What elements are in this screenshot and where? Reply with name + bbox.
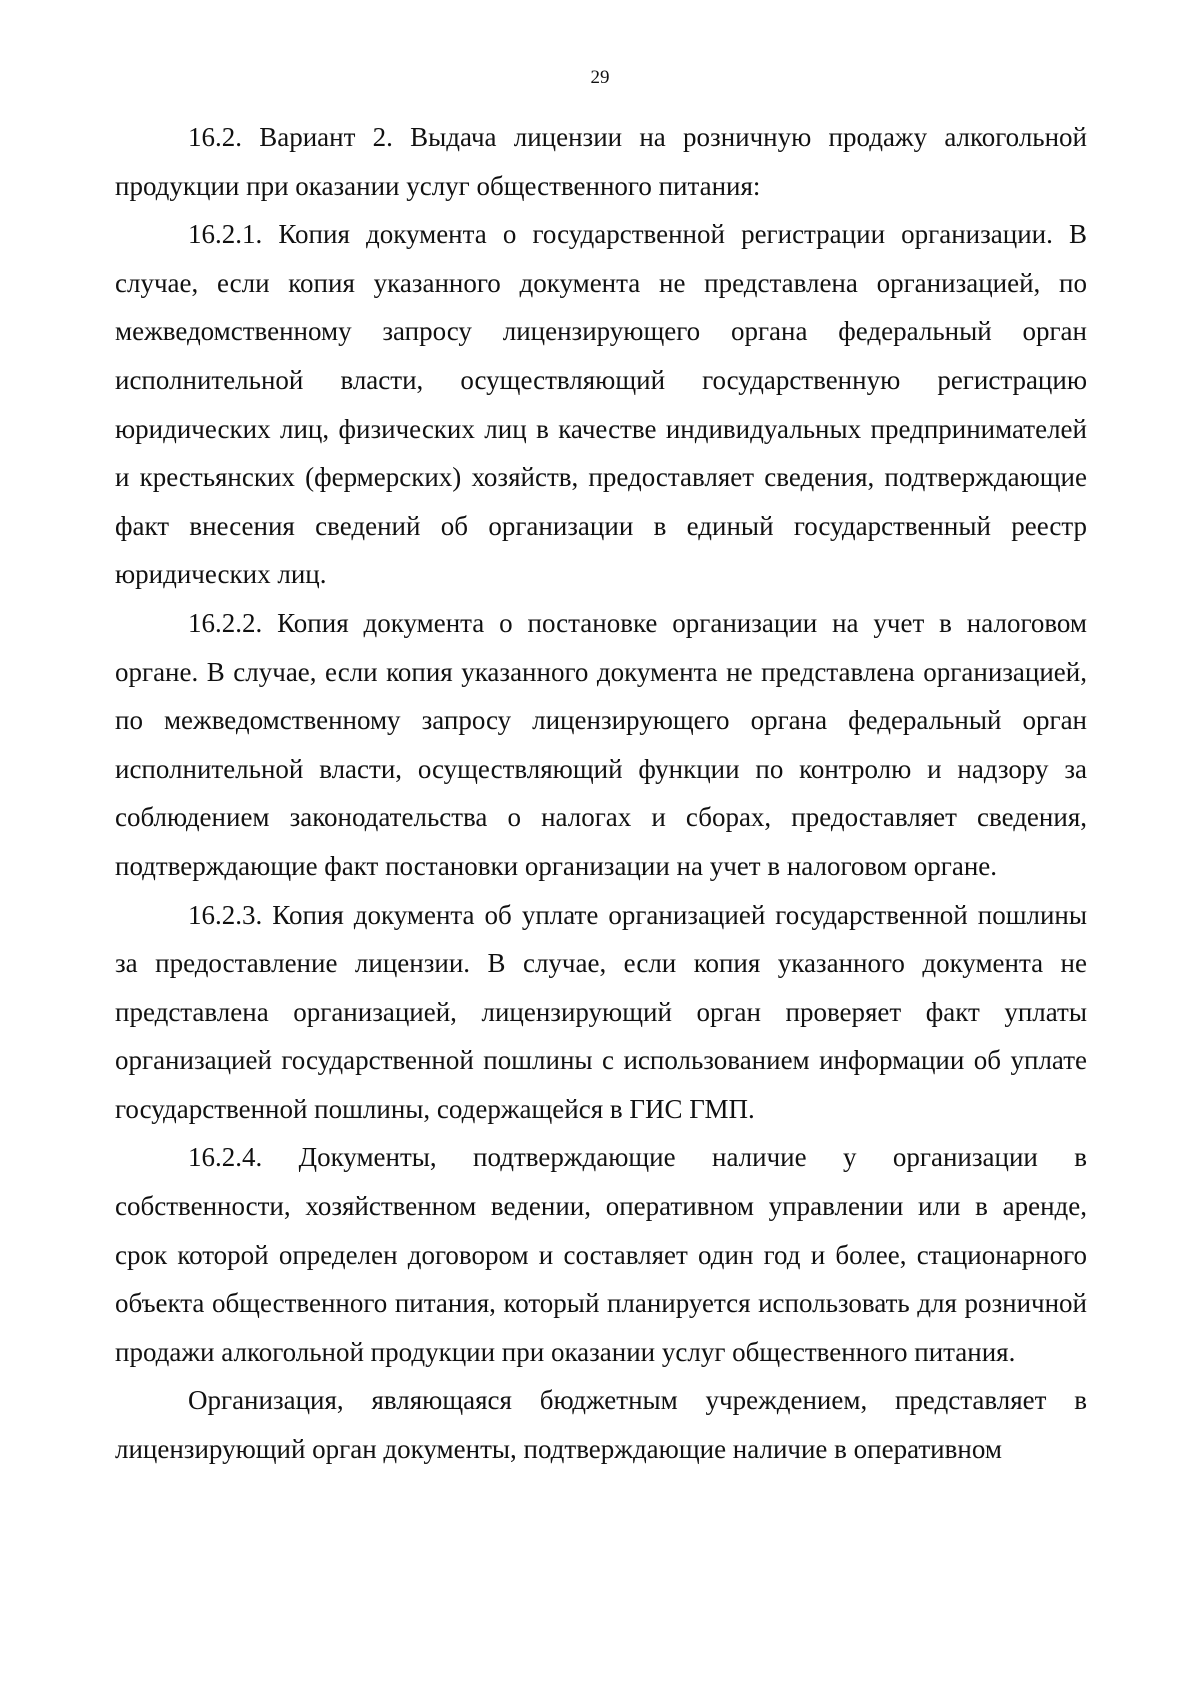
paragraph-budget-institution: Организация, являющаяся бюджетным учреждением, представляет в лицензирующий орган документы, подтверждающие наличие в оперативном — [115, 1385, 1087, 1465]
paragraph-16-2-2: 16.2.2. Копия документа о постановке организации на учет в налоговом органе. В случае, если копия указанного документа не представлена организацией, по межведомственному запросу лицензирующего органа федеральный орган исполнительной власти, осуществляющий функции по контролю и надзору за соблюдением законодательства о налогах и сборах, предоставляет сведения, подтверждающие факт постановки организации на учет в налоговом органе. — [115, 607, 1087, 881]
paragraph-16-2-1: 16.2.1. Копия документа о государственной регистрации организации. В случае, если копия указанного документа не представлена организацией, по межведомственному запросу лицензирующего органа федеральный орган исполнительной власти, осуществляющий государственную регистрацию юридических лиц, физических лиц в качестве индивидуальных предпринимателей и крестьянских (фермерских) хозяйств, предоставляет сведения, подтверждающие факт внесения сведений об организации в единый государственный реестр юридических лиц. — [115, 219, 1087, 590]
paragraph-16-2-4: 16.2.4. Документы, подтверждающие наличие у организации в собственности, хозяйственном ведении, оперативном управлении или в аренде, срок которой определен договором и составляет один год и более, стационарного объекта общественного питания, который планируется использовать для розничной продажи алкогольной продукции при оказании услуг общественного питания. — [115, 1142, 1087, 1367]
paragraph-16-2-heading: 16.2. Вариант 2. Выдача лицензии на розничную продажу алкогольной продукции при оказании услуг общественного питания: — [115, 122, 1087, 201]
paragraph-16-2-3: 16.2.3. Копия документа об уплате организацией государственной пошлины за предоставление лицензии. В случае, если копия указанного документа не представлена организацией, лицензирующий орган проверяет факт уплаты организацией государственной пошлины с использованием информации об уплате государственной пошлины, содержащейся в ГИС ГМП. — [115, 899, 1087, 1124]
page-number: 29 — [590, 67, 610, 88]
document-body — [115, 113, 1087, 1474]
